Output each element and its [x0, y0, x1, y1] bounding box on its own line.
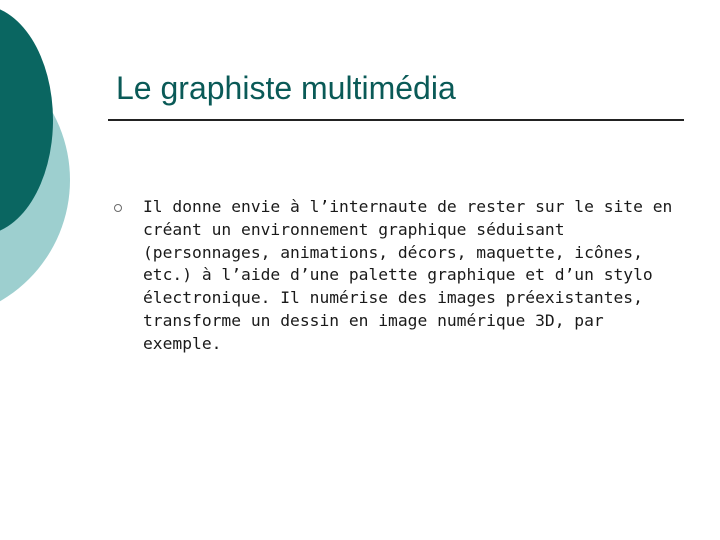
slide-title: Le graphiste multimédia	[116, 70, 456, 106]
bullet-text: Il donne envie à l’internaute de rester sur le site en créant un environnement graphique séduisant (personnages, animations, décors, maquette, icônes, etc.) à l’aide d’une palette graphique et d’un stylo électronique. Il numérise des images préexistantes, transforme un dessin en image numérique 3D, par exemple.	[143, 197, 673, 353]
hollow-circle-bullet-icon	[114, 204, 122, 212]
title-divider	[108, 119, 684, 121]
list-item	[110, 196, 673, 356]
bullet-list	[110, 196, 673, 356]
